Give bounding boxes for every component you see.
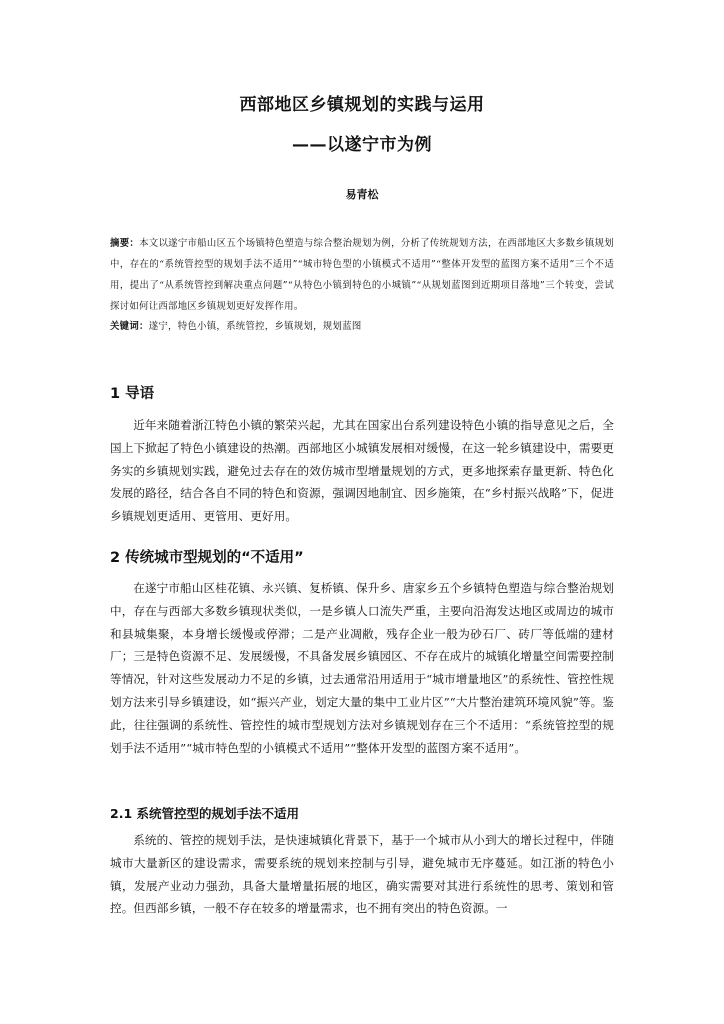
subsection-2-1-heading: 2.1 系统管控型的规划手法不适用 (110, 806, 299, 821)
abstract-label: 摘要： (110, 238, 140, 249)
section-2-heading: 2 传统城市型规划的“不适用” (110, 550, 304, 566)
section-1-heading: 1 导语 (110, 386, 155, 402)
author-name: 易青松 (345, 188, 379, 201)
document-title: 西部地区乡镇规划的实践与运用 (239, 95, 485, 115)
keywords-text: 遂宁，特色小镇，系统管控，乡镇规划，规划蓝图 (148, 321, 362, 332)
document-subtitle: ——以遂宁市为例 (292, 135, 432, 155)
keywords-label: 关键词： (110, 321, 149, 332)
section-1-paragraph: 近年来随着浙江特色小镇的繁荣兴起，尤其在国家出台系列建设特色小镇的指导意见之后，全国上下掀起了特色小镇建设的热潮。西部地区小城镇发展相对缓慢，在这一轮乡镇建设中，需要更务实的乡镇规划实践，避免过去存在的效仿城市型增量规划的方式，更多地探索存量更新、特色化发展的路径，结合各自不同的特色和资源，强调因地制宜、因乡施策，在“乡村振兴战略”下，促进乡镇规划更适用、更管用、更好用。 (110, 418, 614, 524)
subsection-2-1-paragraph: 系统的、管控的规划手法，是快速城镇化背景下，基于一个城市从小到大的增长过程中，伴随城市大量新区的建设需求，需要系统的规划来控制与引导，避免城市无序蔓延。如江浙的特色小镇，发展产业动力强劲，具备大量增量拓展的地区，确实需要对其进行系统性的思考、策划和管控。但西部乡镇，一般不存在较多的增量需求，也不拥有突出的特色资源。一 (110, 833, 614, 916)
abstract (110, 233, 614, 317)
keywords (110, 316, 614, 337)
section-2-paragraph: 在遂宁市船山区桂花镇、永兴镇、复桥镇、保升乡、唐家乡五个乡镇特色塑造与综合整治规划中，存在与西部大多数乡镇现状类似，一是乡镇人口流失严重，主要向沿海发达地区或周边的城市和县城集聚，本身增长缓慢或停滞；二是产业凋敝，残存企业一般为砂石厂、砖厂等低端的建材厂；三是特色资源不足、发展缓慢，不具备发展乡镇园区、不存在成片的城镇化增量空间需要控制等情况，针对这些发展动力不足的乡镇，过去通常沿用适用于“城市增量地区”的系统性、管控性规划方法来引导乡镇建设，如“振兴产业，划定大量的集中工业片区”“大片整治建筑环境风貌”等。鉴此，往往强调的系统性、管控性的城市型规划方法对乡镇规划存在三个不适用：“系统管控型的规划手法不适用”“城市特色型的小镇模式不适用”“整体开发型的蓝图方案不适用”。 (110, 581, 614, 755)
abstract-text: 本文以遂宁市船山区五个场镇特色塑造与综合整治规划为例，分析了传统规划方法，在西部地区大多数乡镇规划中，存在的“系统管控型的规划手法不适用”“城市特色型的小镇模式不适用”“整体开发型的蓝图方案不适用”三个不适用，提出了“从系统管控到解决重点问题”“从特色小镇到特色的小城镇”“从规划蓝图到近期项目落地”三个转变，尝试探讨如何让西部地区乡镇规划更好发挥作用。 (110, 238, 614, 312)
